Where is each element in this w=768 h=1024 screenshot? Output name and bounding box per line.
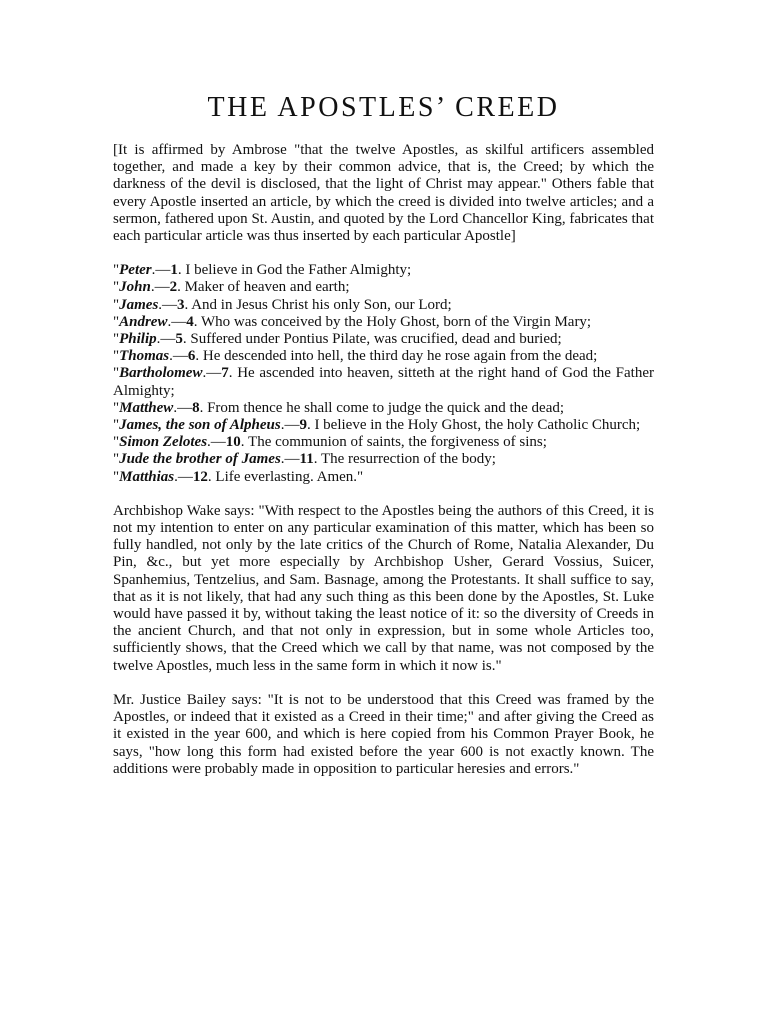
article-number: 4 (186, 313, 194, 330)
article-text: . The communion of saints, the forgiveness of sins; (240, 434, 547, 451)
article-separator: .— (150, 279, 170, 296)
wake-paragraph: Archbishop Wake says: "With respect to the Apostles being the authors of this Creed, it is not my intention to enter on any particular examination of this matter, which has been so fully handled, not only by the late critics of the Church of Rome, Natalia Alexander, Du Pin, &c., but yet more especially by Archbishop Usher, Gerard Vossius, Suicer, Spanhemius, Tentzelius, and Sam. Basnage, among the Protestants. It shall suffice to say, that as it is not likely, that had any such thing as this been done by the Apostles, St. Luke would have passed it by, without taking the least notice of it: so the diversity of Creeds in the ancient Church, and that not only in expression, but in some whole Articles too, sufficiently shows, that the Creed which we call by that name, was not composed by the twelve Apostles, much less in the same form in which it now is." (113, 502, 654, 674)
article-separator: .— (280, 417, 300, 434)
apostle-name: Simon Zelotes (119, 434, 208, 451)
article-text: . Suffered under Pontius Pilate, was crucified, dead and buried; (182, 331, 562, 348)
apostle-name: Matthew (119, 399, 174, 416)
creed-article (113, 348, 654, 365)
article-text: . He ascended into heaven, sitteth at the right hand of God the Father Almighty; (113, 365, 654, 399)
open-quote: " (113, 348, 120, 365)
apostle-name: Thomas (119, 348, 170, 365)
article-number: 1 (170, 262, 178, 279)
article-text: . I believe in God the Father Almighty; (177, 262, 412, 279)
open-quote: " (113, 279, 120, 296)
article-number: 11 (299, 451, 314, 468)
page-title: THE APOSTLES’ CREED (207, 92, 560, 123)
apostle-name: Bartholomew (119, 365, 203, 382)
creed-article (113, 314, 654, 331)
open-quote: " (113, 262, 120, 279)
article-separator: .— (167, 313, 187, 330)
open-quote: " (113, 451, 120, 468)
apostle-name: Philip (119, 331, 157, 348)
article-separator: .— (280, 451, 300, 468)
article-text: . And in Jesus Christ his only Son, our Lord; (184, 296, 452, 313)
creed-article (113, 365, 654, 399)
creed-article (113, 451, 654, 468)
article-number: 7 (221, 365, 229, 382)
article-separator: .— (169, 348, 188, 365)
apostle-name: John (119, 279, 151, 296)
open-quote: " (113, 331, 120, 348)
apostle-name: James (119, 296, 159, 313)
creed-article (113, 400, 654, 417)
article-number: 2 (169, 279, 178, 296)
apostle-name: James, the son of Alpheus (119, 417, 281, 434)
apostle-name: Matthias (119, 468, 175, 485)
creed-article (113, 279, 654, 296)
article-text: . Maker of heaven and earth; (177, 279, 350, 296)
article-separator: .— (151, 262, 171, 279)
article-text: . From thence he shall come to judge the quick and the dead; (199, 399, 565, 416)
open-quote: " (113, 296, 120, 313)
article-number: 3 (177, 296, 185, 313)
document-page (113, 92, 654, 795)
open-quote: " (113, 434, 120, 451)
apostle-name: Andrew (119, 313, 168, 330)
article-text: . I believe in the Holy Ghost, the holy Catholic Church; (306, 417, 641, 434)
intro-paragraph: [It is affirmed by Ambrose "that the twelve Apostles, as skilful artificers assembled together, and made a key by their common advice, that is, the Creed; by which the darkness of the devil is disclosed, that the light of Christ may appear." Others fable that every Apostle inserted an article, by which the creed is divided into twelve articles; and a sermon, fathered upon St. Austin, and quoted by the Lord Chancellor King, fabricates that each particular article was thus inserted by each particular Apostle] (113, 142, 654, 245)
open-quote: " (113, 313, 120, 330)
article-number: 12 (192, 468, 208, 485)
bailey-paragraph: Mr. Justice Bailey says: "It is not to be understood that this Creed was framed by the Apostles, or indeed that it existed as a Creed in their time;" and after giving the Creed as it existed in the year 600, and which is here copied from his Common Prayer Book, he says, "how long this form had existed before the year 600 is not exactly known. The additions were probably made in opposition to particular heresies and errors." (113, 691, 654, 777)
creed-article (113, 469, 654, 486)
article-separator: .— (202, 365, 222, 382)
article-separator: .— (158, 296, 178, 313)
article-separator: .— (156, 331, 176, 348)
creed-article (113, 331, 654, 348)
creed-articles-list (113, 262, 654, 486)
article-text: . Who was conceived by the Holy Ghost, born of the Virgin Mary; (193, 313, 592, 330)
creed-article (113, 417, 654, 434)
open-quote: " (113, 365, 120, 382)
creed-article (113, 297, 654, 314)
article-number: 6 (187, 348, 196, 365)
article-number: 9 (299, 417, 307, 434)
article-separator: .— (174, 468, 193, 485)
creed-article (113, 262, 654, 279)
open-quote: " (113, 417, 120, 434)
creed-article (113, 434, 654, 451)
article-number: 8 (192, 399, 200, 416)
article-number: 10 (225, 434, 241, 451)
apostle-name: Jude the brother of James (119, 451, 281, 468)
open-quote: " (113, 468, 120, 485)
article-text: . The resurrection of the body; (313, 451, 496, 468)
article-separator: .— (173, 399, 193, 416)
apostle-name: Peter (119, 262, 152, 279)
article-text: . Life everlasting. Amen." (207, 468, 364, 485)
article-separator: .— (207, 434, 226, 451)
article-text: . He descended into hell, the third day he rose again from the dead; (195, 348, 598, 365)
article-number: 5 (175, 331, 183, 348)
open-quote: " (113, 399, 120, 416)
